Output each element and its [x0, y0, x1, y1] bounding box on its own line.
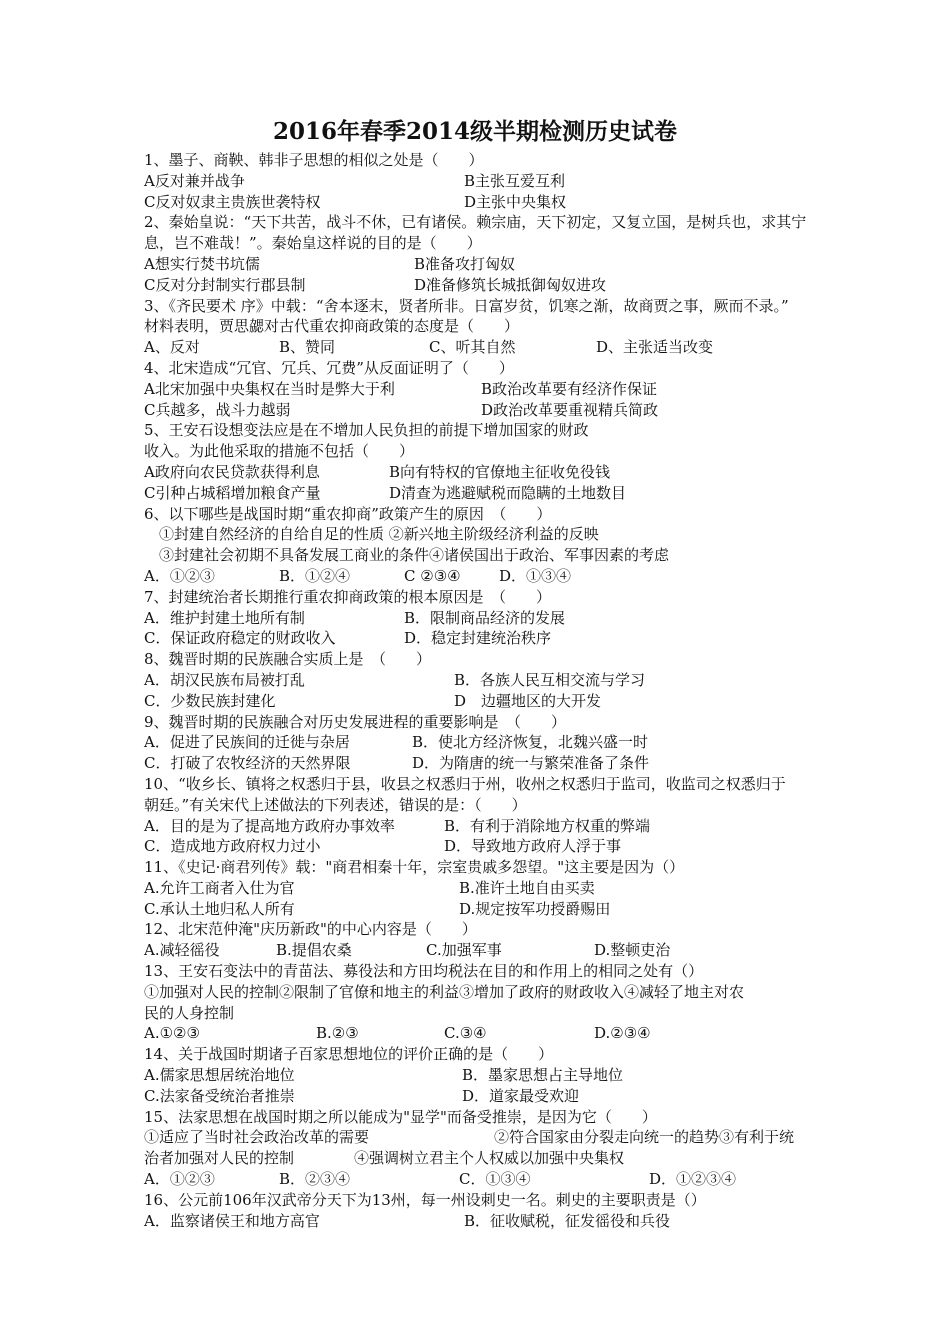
question-line: [144, 171, 844, 192]
answer-option: D．①③④: [499, 566, 572, 585]
question-text: ①封建自然经济的自给自足的性质 ②新兴地主阶级经济利益的反映: [144, 525, 599, 544]
answer-option: A北宋加强中央集权在当时是弊大于利: [144, 379, 395, 398]
answer-option: A、反对: [144, 338, 200, 357]
answer-option: D．道家最受欢迎: [462, 1086, 580, 1105]
answer-option: B政治改革要有经济作保证: [481, 379, 658, 398]
question-text: 民的人身控制: [144, 1003, 235, 1022]
question-line: [144, 1127, 844, 1148]
answer-option: D、主张适当改变: [596, 338, 714, 357]
answer-option: C.法家备受统治者推崇: [144, 1086, 295, 1105]
question-line: [144, 1065, 844, 1086]
question-text: 6、以下哪些是战国时期“重农抑商”政策产生的原因 （ ）: [144, 504, 552, 523]
question-line: [144, 504, 844, 525]
answer-option: A.减轻徭役: [144, 941, 220, 960]
answer-option: C ②③④: [404, 566, 461, 585]
answer-option: D．导致地方政府人浮于事: [444, 837, 622, 856]
answer-option: A.①②③: [144, 1024, 200, 1043]
question-line: [144, 1148, 844, 1169]
question-text: 朝廷。”有关宋代上述做法的下列表述，错误的是：（ ）: [144, 795, 527, 814]
question-text: 15、法家思想在战国时期之所以能成为"显学"而备受推崇，是因为它（ ）: [144, 1107, 657, 1126]
answer-option: A想实行焚书坑儒: [144, 254, 260, 273]
answer-option: A政府向农民贷款获得利息: [144, 462, 320, 481]
question-line: [144, 1169, 844, 1190]
question-text: 8、魏晋时期的民族融合实质上是 （ ）: [144, 650, 432, 669]
question-line: [144, 712, 844, 733]
question-line: [144, 379, 844, 400]
question-text: 1、墨子、商鞅、韩非子思想的相似之处是（ ）: [144, 151, 484, 169]
question-text: ①加强对人民的控制②限制了官僚和地主的利益③增加了政府的财政收入④减轻了地主对农: [144, 982, 745, 1001]
answer-option: C．少数民族封建化: [144, 691, 276, 710]
question-line: [144, 961, 844, 982]
question-line: [144, 1211, 844, 1232]
question-text: 13、王安石变法中的青苗法、募役法和方田均税法在目的和作用上的相同之处有（）: [144, 962, 704, 981]
answer-option: B．①②④: [279, 566, 351, 585]
answer-option: A.儒家思想居统治地位: [144, 1066, 295, 1085]
question-line: [144, 732, 844, 753]
question-text: 2、秦始皇说：“天下共苦，战斗不休，已有诸侯。赖宗庙，天下初定，又复立国，是树兵也，求其宁: [144, 213, 807, 232]
question-line: [144, 670, 844, 691]
question-line: [144, 1107, 844, 1128]
question-line: [144, 358, 844, 379]
answer-option: B．有利于消除地方权重的弊端: [444, 816, 651, 835]
answer-option: A．胡汉民族布局被打乱: [144, 670, 305, 689]
answer-option: C兵越多，战斗力越弱: [144, 400, 291, 419]
answer-option: D．为隋唐的统一与繁荣准备了条件: [412, 754, 650, 773]
answer-option: B向有特权的官僚地主征收免役钱: [389, 462, 611, 481]
question-list: [144, 150, 844, 1231]
question-line: [144, 441, 844, 462]
answer-option: D.整顿吏治: [594, 941, 671, 960]
question-text: 收入。为此他采取的措施不包括（ ）: [144, 442, 415, 461]
question-line: [144, 587, 844, 608]
question-line: [144, 649, 844, 670]
question-line: [144, 275, 844, 296]
question-text: 5、王安石设想变法应是在不增加人民负担的前提下增加国家的财政: [144, 421, 589, 440]
answer-option: ①适应了当时社会政治改革的需要: [144, 1128, 370, 1147]
question-line: [144, 816, 844, 837]
question-line: [144, 774, 844, 795]
answer-option: B．限制商品经济的发展: [404, 608, 566, 627]
answer-option: 治者加强对人民的控制: [144, 1149, 295, 1168]
answer-option: B.提倡农桑: [276, 941, 352, 960]
answer-option: B主张互爱互利: [464, 171, 566, 190]
question-line: [144, 608, 844, 629]
question-text: 16、公元前106年汉武帝分天下为13州，每一州设刺史一名。刺史的主要职责是（）: [144, 1190, 706, 1209]
question-line: [144, 878, 844, 899]
question-line: [144, 233, 844, 254]
answer-option: B．各族人民互相交流与学习: [454, 670, 646, 689]
question-line: [144, 337, 844, 358]
question-line: [144, 940, 844, 961]
answer-option: C.加强军事: [426, 941, 502, 960]
answer-option: C.承认土地归私人所有: [144, 899, 295, 918]
question-line: [144, 1044, 844, 1065]
question-text: 4、北宋造成“冗官、冗兵、冗费”从反面证明了（ ）: [144, 358, 514, 377]
question-text: 9、魏晋时期的民族融合对历史发展进程的重要影响是 （ ）: [144, 712, 567, 731]
answer-option: D主张中央集权: [464, 192, 567, 211]
answer-option: D清查为逃避赋税而隐瞒的土地数目: [389, 483, 627, 502]
answer-option: A．监察诸侯王和地方高官: [144, 1211, 320, 1230]
question-line: [144, 919, 844, 940]
answer-option: ④强调树立君主个人权威以加强中央集权: [354, 1149, 625, 1168]
answer-option: B．征收赋税，征发徭役和兵役: [464, 1211, 671, 1230]
answer-option: B.②③: [316, 1024, 359, 1043]
answer-option: ②符合国家由分裂走向统一的趋势③有利于统: [494, 1128, 795, 1147]
question-line: [144, 982, 844, 1003]
answer-option: B准备攻打匈奴: [414, 254, 516, 273]
exam-title: 2016年春季2014级半期检测历史试卷: [272, 118, 678, 145]
answer-option: A.允许工商者入仕为官: [144, 878, 295, 897]
question-text: 材料表明，贾思勰对古代重农抑商政策的态度是（ ）: [144, 317, 520, 336]
question-line: [144, 212, 844, 233]
question-line: [144, 462, 844, 483]
question-text: 11、《史记·商君列传》载："商君相秦十年，宗室贵戚多怨望。"这主要是因为（）: [144, 858, 685, 877]
question-line: [144, 691, 844, 712]
answer-option: C．造成地方政府权力过小: [144, 837, 321, 856]
question-line: [144, 857, 844, 878]
answer-option: B．②③④: [279, 1170, 351, 1189]
answer-option: A．目的是为了提高地方政府办事效率: [144, 816, 395, 835]
question-line: [144, 192, 844, 213]
answer-option: C．打破了农牧经济的天然界限: [144, 754, 351, 773]
answer-option: D．①②③④: [649, 1170, 737, 1189]
question-line: [144, 483, 844, 504]
answer-option: B．使北方经济恢复，北魏兴盛一时: [412, 733, 649, 752]
answer-option: D准备修筑长城抵御匈奴进攻: [414, 275, 607, 294]
answer-option: B．墨家思想占主导地位: [462, 1066, 624, 1085]
question-line: [144, 296, 844, 317]
question-line: [144, 150, 844, 171]
answer-option: C.③④: [444, 1024, 487, 1043]
answer-option: A．维护封建土地所有制: [144, 608, 305, 627]
question-line: [144, 524, 844, 545]
answer-option: C反对分封制实行郡县制: [144, 275, 306, 294]
question-line: [144, 545, 844, 566]
question-text: 10、“收乡长、镇将之权悉归于县，收县之权悉归于州，收州之权悉归于监司，收监司之权悉归于: [144, 774, 786, 793]
question-text: 3、《齐民要术 序》中载：“舍本逐末，贤者所非。日富岁贫，饥寒之渐，故商贾之事，厥而不录。”: [144, 296, 789, 315]
answer-option: B、赞同: [279, 338, 336, 357]
answer-option: D．稳定封建统治秩序: [404, 629, 552, 648]
answer-option: A．①②③: [144, 1170, 215, 1189]
question-line: [144, 400, 844, 421]
question-line: [144, 1003, 844, 1024]
question-line: [144, 566, 844, 587]
question-line: [144, 254, 844, 275]
answer-option: C反对奴隶主贵族世袭特权: [144, 192, 321, 211]
answer-option: A反对兼并战争: [144, 171, 245, 190]
answer-option: C、听其自然: [429, 338, 516, 357]
answer-option: D 边疆地区的大开发: [454, 691, 602, 710]
answer-option: A．①②③: [144, 566, 215, 585]
question-line: [144, 1023, 844, 1044]
question-text: 息，岂不难哉！”。秦始皇这样说的目的是（ ）: [144, 234, 482, 253]
question-text: 12、北宋范仲淹"庆历新政"的中心内容是（ ）: [144, 920, 477, 939]
question-line: [144, 753, 844, 774]
answer-option: C引种占城稻增加粮食产量: [144, 483, 321, 502]
question-text: ③封建社会初期不具备发展工商业的条件④诸侯国出于政治、军事因素的考虑: [144, 546, 670, 565]
question-text: 14、关于战国时期诸子百家思想地位的评价正确的是（ ）: [144, 1045, 554, 1064]
question-line: [144, 1086, 844, 1107]
answer-option: D.②③④: [594, 1024, 651, 1043]
answer-option: C．①③④: [459, 1170, 531, 1189]
answer-option: B.准许土地自由买卖: [459, 878, 595, 897]
question-line: [144, 1190, 844, 1211]
question-line: [144, 628, 844, 649]
answer-option: D政治改革要重视精兵简政: [481, 400, 659, 419]
question-text: 7、封建统治者长期推行重农抑商政策的根本原因是 （ ）: [144, 587, 552, 606]
answer-option: D.规定按军功授爵赐田: [459, 899, 611, 918]
answer-option: A．促进了民族间的迁徙与杂居: [144, 733, 350, 752]
question-line: [144, 795, 844, 816]
question-line: [144, 836, 844, 857]
question-line: [144, 316, 844, 337]
answer-option: C．保证政府稳定的财政收入: [144, 629, 336, 648]
question-line: [144, 899, 844, 920]
question-line: [144, 420, 844, 441]
